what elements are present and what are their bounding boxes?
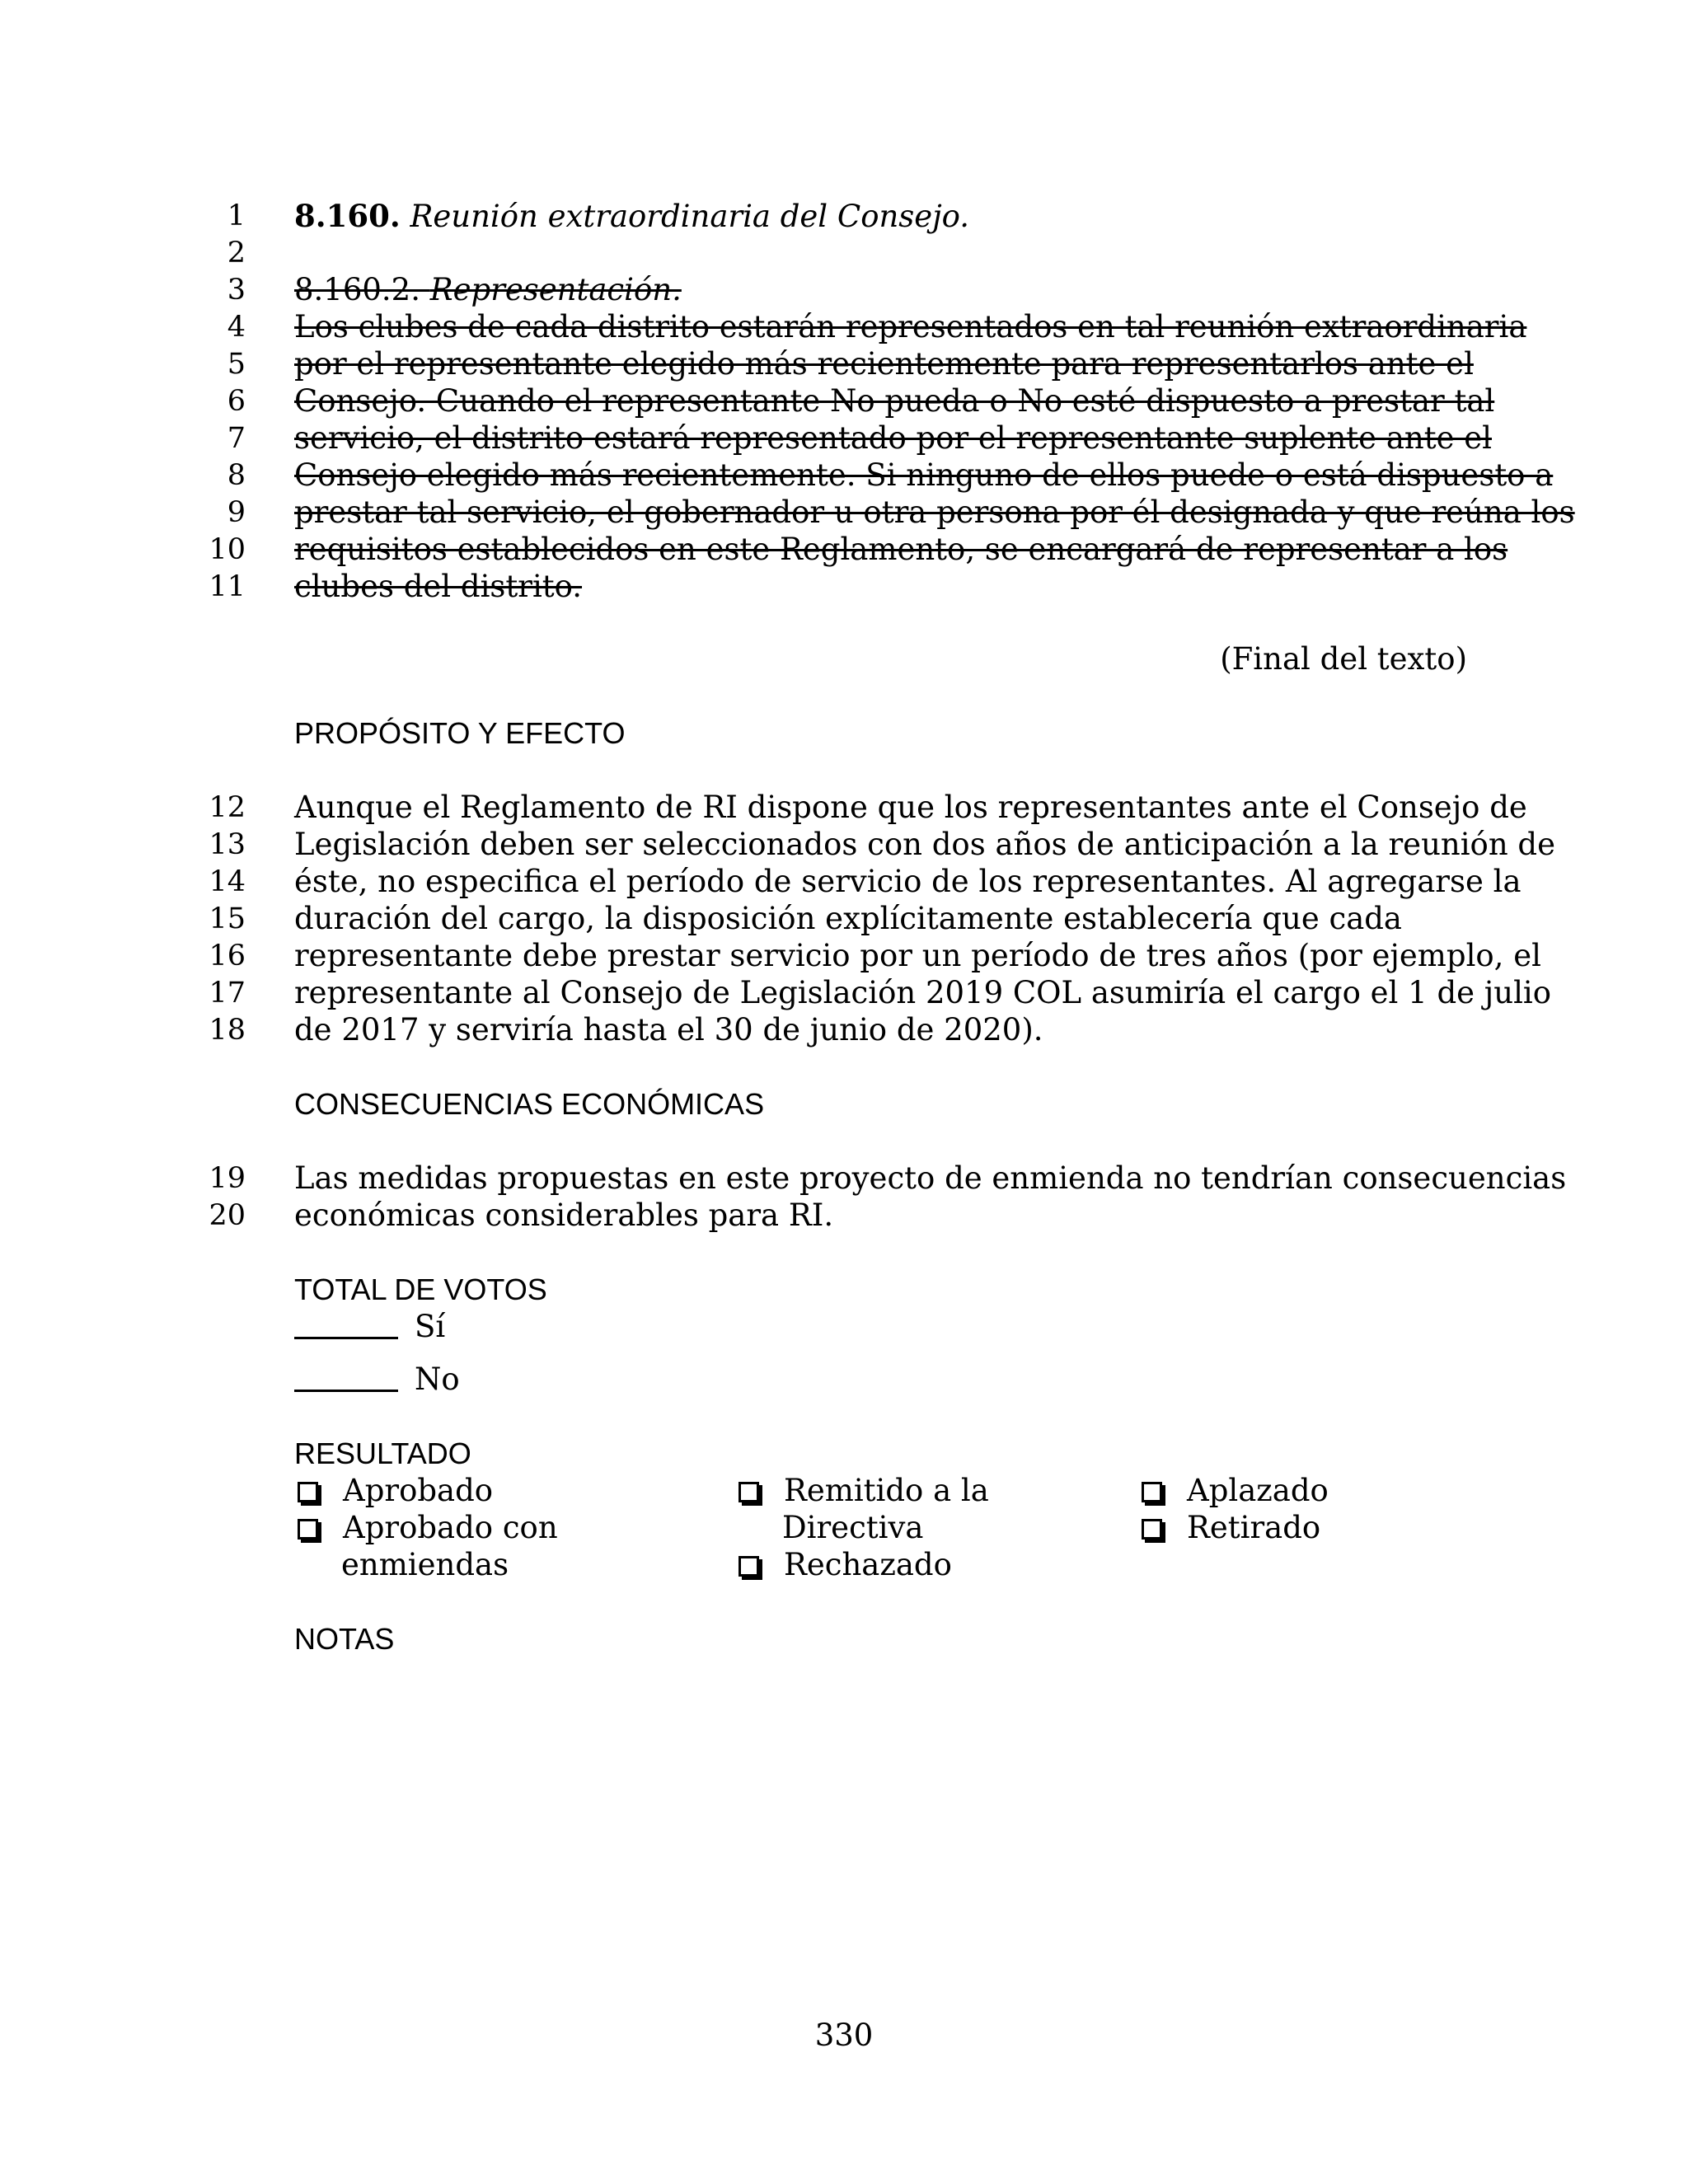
result-option-label: Aprobado con bbox=[343, 1510, 558, 1545]
line-number: 18 bbox=[209, 1014, 246, 1047]
struck-sub-number: 8.160.2. bbox=[294, 272, 420, 307]
doc-line bbox=[0, 198, 1688, 234]
doc-line bbox=[0, 1197, 1688, 1234]
doc-line bbox=[0, 457, 1688, 494]
notes-heading: NOTAS bbox=[294, 1622, 395, 1656]
doc-line bbox=[0, 494, 1688, 531]
economic-text-line: económicas considerables para RI. bbox=[294, 1197, 834, 1233]
struck-text-line: Consejo elegido más recientemente. Si ninguno de ellos puede o está dispuesto a bbox=[294, 457, 1554, 493]
line-number: 20 bbox=[209, 1199, 246, 1232]
section-number: 8.160. bbox=[294, 198, 401, 234]
line-number: 3 bbox=[227, 274, 246, 307]
line-number: 14 bbox=[209, 865, 246, 898]
line-number: 8 bbox=[227, 459, 246, 492]
struck-text-line: Consejo. Cuando el representante No pueda o No esté dispuesto a prestar tal bbox=[294, 383, 1495, 419]
struck-text-line: clubes del distrito. bbox=[294, 569, 583, 604]
result-option-remitido[interactable] bbox=[738, 1473, 989, 1509]
doc-line bbox=[0, 346, 1688, 382]
line-number: 15 bbox=[209, 902, 246, 935]
checkbox-icon[interactable] bbox=[738, 1482, 759, 1502]
struck-sub-title: Representación. bbox=[429, 272, 682, 307]
line-number: 11 bbox=[209, 570, 246, 603]
section-title: Reunión extraordinaria del Consejo. bbox=[410, 199, 970, 234]
struck-text-line: requisitos establecidos en este Reglamento, se encargará de representar a los bbox=[294, 532, 1508, 567]
struck-text-line: Los clubes de cada distrito estarán representados en tal reunión extraordinaria bbox=[294, 309, 1527, 344]
line-number: 19 bbox=[209, 1162, 246, 1195]
line-number: 6 bbox=[227, 385, 246, 418]
line-number: 9 bbox=[227, 496, 246, 529]
vote-no-row bbox=[294, 1361, 460, 1398]
doc-line bbox=[0, 901, 1688, 937]
purpose-text-line: éste, no especifica el período de servicio de los representantes. Al agregarse la bbox=[294, 864, 1522, 899]
line-number: 1 bbox=[227, 199, 246, 232]
result-option-retirado[interactable] bbox=[1142, 1510, 1320, 1546]
doc-line bbox=[0, 790, 1688, 826]
line-number: 2 bbox=[227, 237, 246, 269]
checkbox-icon[interactable] bbox=[1142, 1482, 1162, 1502]
purpose-text-line: de 2017 y serviría hasta el 30 de junio de 2020). bbox=[294, 1012, 1043, 1047]
checkbox-icon[interactable] bbox=[738, 1556, 759, 1577]
result-option-label: Aplazado bbox=[1187, 1473, 1329, 1508]
purpose-text-line: representante al Consejo de Legislación 2019 COL asumiría el cargo el 1 de julio bbox=[294, 975, 1552, 1010]
checkbox-icon[interactable] bbox=[298, 1519, 318, 1540]
result-option-label: Remitido a la bbox=[784, 1473, 989, 1508]
line-number: 13 bbox=[209, 828, 246, 861]
result-option-label-continued: Directiva bbox=[782, 1510, 924, 1545]
result-option-label: Retirado bbox=[1187, 1510, 1321, 1545]
vote-no-blank[interactable] bbox=[294, 1361, 398, 1392]
doc-line bbox=[0, 383, 1688, 419]
purpose-text-line: Legislación deben ser seleccionados con dos años de anticipación a la reunión de bbox=[294, 827, 1556, 862]
purpose-text-line: representante debe prestar servicio por un período de tres años (por ejemplo, el bbox=[294, 938, 1541, 973]
section-heading bbox=[294, 198, 969, 235]
doc-line bbox=[0, 272, 1688, 308]
result-option-aprobado[interactable] bbox=[298, 1473, 493, 1509]
doc-line bbox=[0, 1012, 1688, 1048]
doc-line bbox=[0, 1160, 1688, 1197]
checkbox-icon[interactable] bbox=[298, 1482, 318, 1502]
doc-line bbox=[0, 532, 1688, 568]
struck-text-line: por el representante elegido más recientemente para representarlos ante el bbox=[294, 346, 1474, 382]
economic-text-line: Las medidas propuestas en este proyecto de enmienda no tendrían consecuencias bbox=[294, 1160, 1567, 1196]
struck-text-line: servicio, el distrito estará representado por el representante suplente ante el bbox=[294, 420, 1492, 456]
doc-line bbox=[0, 975, 1688, 1011]
struck-text-line: prestar tal servicio, el gobernador u otra persona por él designada y que reúna los bbox=[294, 494, 1575, 530]
vote-yes-row bbox=[294, 1309, 445, 1345]
result-option-label-continued: enmiendas bbox=[341, 1547, 509, 1582]
result-option-rechazado[interactable] bbox=[738, 1547, 952, 1583]
line-number: 7 bbox=[227, 422, 246, 455]
result-option-aplazado[interactable] bbox=[1142, 1473, 1329, 1509]
struck-subsection-heading bbox=[294, 272, 682, 308]
line-number: 17 bbox=[209, 977, 246, 1010]
doc-line bbox=[0, 309, 1688, 345]
result-option-label: Rechazado bbox=[784, 1547, 952, 1582]
end-of-text-note: (Final del texto) bbox=[1220, 641, 1467, 677]
doc-line bbox=[0, 938, 1688, 974]
doc-line bbox=[0, 420, 1688, 457]
purpose-text-line: Aunque el Reglamento de RI dispone que los representantes ante el Consejo de bbox=[294, 790, 1527, 825]
line-number: 12 bbox=[209, 791, 246, 824]
doc-line bbox=[0, 864, 1688, 900]
line-number: 10 bbox=[209, 533, 246, 566]
line-number: 4 bbox=[227, 311, 246, 344]
vote-no-label: No bbox=[415, 1361, 460, 1397]
purpose-text-line: duración del cargo, la disposición explícitamente establecería que cada bbox=[294, 901, 1402, 936]
line-number: 16 bbox=[209, 940, 246, 972]
doc-line bbox=[0, 235, 1688, 271]
doc-line bbox=[0, 827, 1688, 863]
economic-heading: CONSECUENCIAS ECONÓMICAS bbox=[294, 1087, 765, 1121]
result-option-label: Aprobado bbox=[343, 1473, 494, 1508]
purpose-heading: PROPÓSITO Y EFECTO bbox=[294, 716, 626, 750]
doc-line bbox=[0, 569, 1688, 605]
vote-yes-label: Sí bbox=[415, 1309, 446, 1344]
vote-yes-blank[interactable] bbox=[294, 1309, 398, 1339]
line-number: 5 bbox=[227, 348, 246, 381]
checkbox-icon[interactable] bbox=[1142, 1519, 1162, 1540]
votes-heading: TOTAL DE VOTOS bbox=[294, 1272, 547, 1306]
page-number: 330 bbox=[814, 2018, 874, 2053]
result-heading: RESULTADO bbox=[294, 1436, 471, 1470]
result-option-aprobado-con-enmiendas[interactable] bbox=[298, 1510, 558, 1546]
